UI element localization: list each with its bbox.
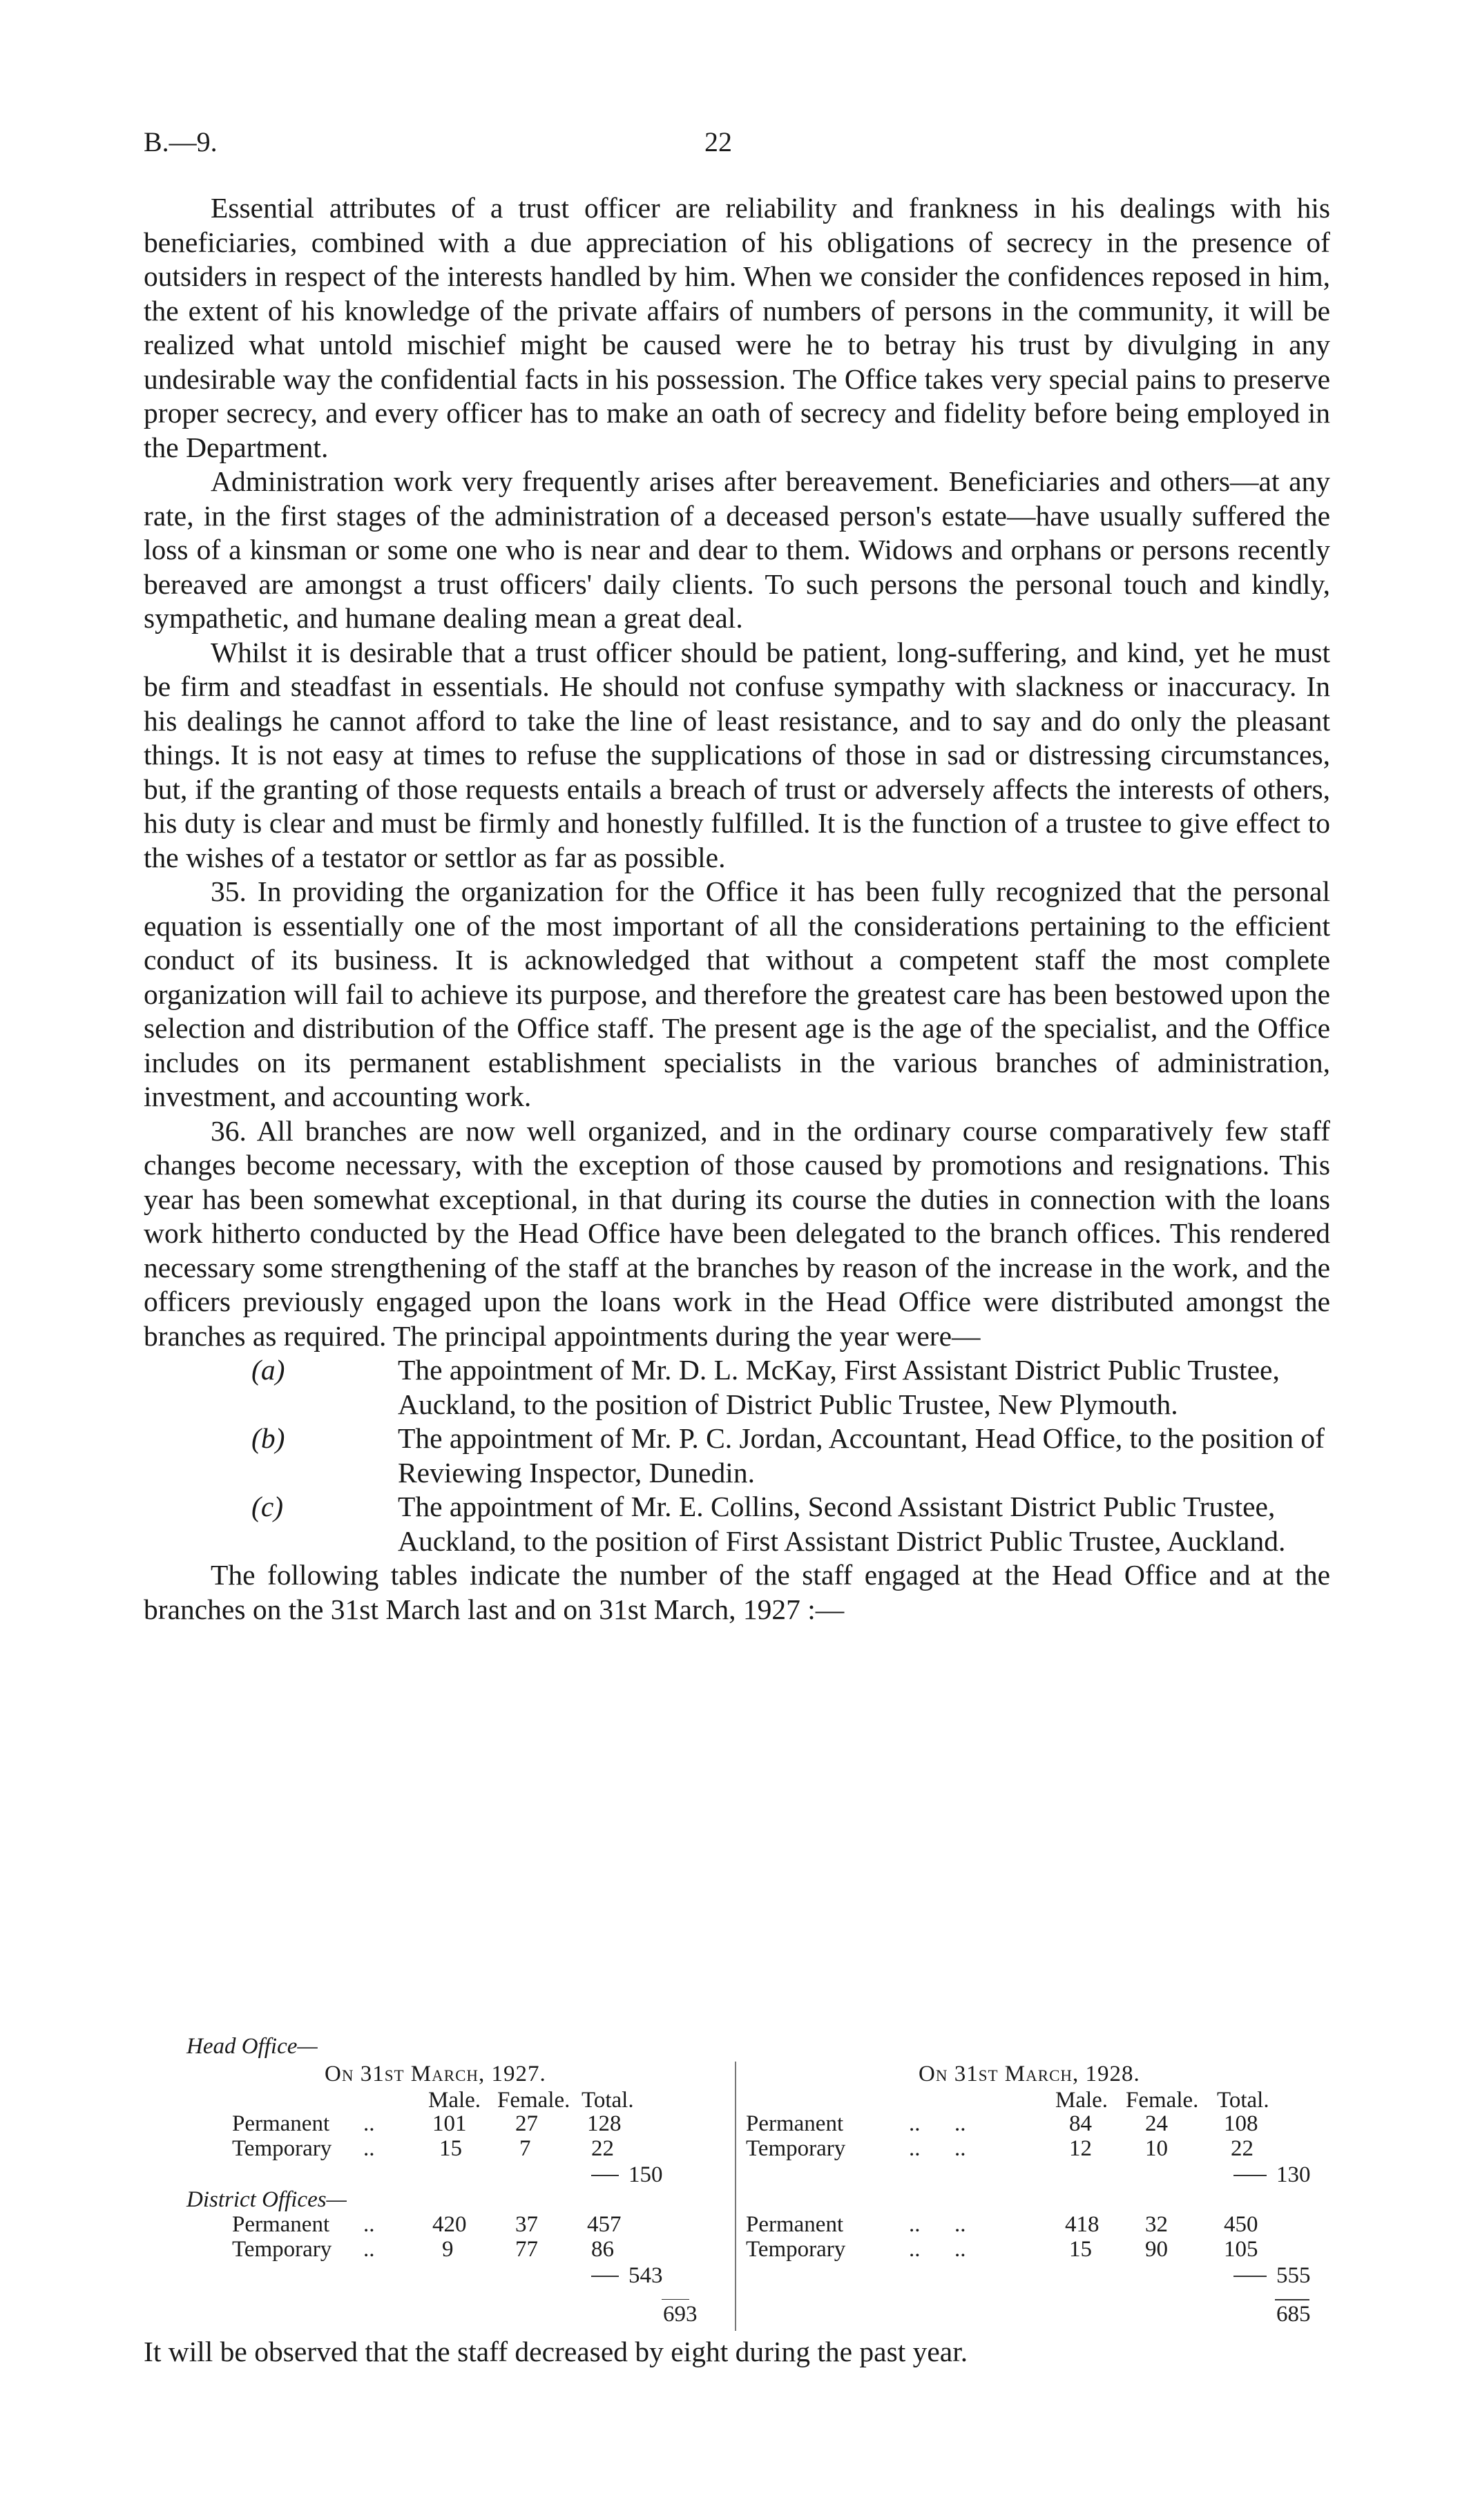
cell-female: 37	[515, 2212, 538, 2237]
row-label: Temporary	[746, 2136, 846, 2161]
cell-total: 108	[1224, 2111, 1258, 2136]
cell-total: 457	[587, 2212, 622, 2237]
appointment-label: (a)	[251, 1354, 285, 1386]
subtotal-rule	[1233, 2175, 1267, 2176]
total-rule	[1275, 2299, 1309, 2300]
total-rule	[662, 2299, 689, 2300]
row-label: Permanent	[232, 2212, 330, 2237]
col-total-right: Total.	[1217, 2088, 1269, 2113]
cell-total: 128	[587, 2111, 622, 2136]
cell-total: 22	[1231, 2136, 1254, 2161]
row-dots: ..	[363, 2212, 375, 2237]
cell-male: 101	[432, 2111, 467, 2136]
cell-male: 420	[432, 2212, 467, 2237]
cell-female: 7	[519, 2136, 531, 2161]
col-male-left: Male.	[428, 2088, 481, 2113]
body-text	[144, 191, 1330, 1627]
col-total-left: Total.	[582, 2088, 634, 2113]
row-dots: .. ..	[909, 2212, 966, 2237]
row-label: Temporary	[232, 2237, 332, 2262]
row-dots: .. ..	[909, 2237, 966, 2262]
paragraph-trust-officer-attributes: Essential attributes of a trust officer are reliability and frankness in his dealings with his beneficiaries, combined with a due appreciation of his obligations of secrecy in the presence of outsiders in respect of the interests handled by him. When we consider the confidences reposed in him, the extent of his knowledge of the private affairs of numbers of persons in the community, it will be realized what untold mischief might be caused were he to betray his trust by divulging in any undesirable way the confidential facts in his possession. The Office takes very special pains to preserve proper secrecy, and every officer has to make an oath of secrecy and fidelity before being employed in the Department.	[144, 192, 1330, 463]
row-dots: ..	[363, 2111, 375, 2136]
cell-male: 12	[1069, 2136, 1092, 2161]
cell-total: 105	[1224, 2237, 1258, 2262]
col-female-right: Female.	[1126, 2088, 1199, 2113]
cell-female: 77	[515, 2237, 538, 2262]
row-label: Temporary	[232, 2136, 332, 2161]
document-reference: B.—9.	[144, 126, 218, 157]
table-divider	[735, 2062, 736, 2331]
head-office-label: Head Office—	[186, 2034, 318, 2059]
cell-male: 9	[442, 2237, 454, 2262]
subtotal-rule	[1233, 2276, 1267, 2277]
cell-female: 90	[1145, 2237, 1168, 2262]
cell-female: 10	[1145, 2136, 1168, 2161]
appointment-label: (b)	[251, 1422, 285, 1454]
page-number: 22	[704, 126, 732, 157]
row-label: Permanent	[232, 2111, 330, 2136]
appointment-text: The appointment of Mr. E. Collins, Second Assistant District Public Trustee, Auckland, to the position of First Assistant District Public Trustee, Auckland.	[398, 1491, 1286, 1557]
appointment-label: (c)	[251, 1491, 284, 1522]
subtotal-rule	[591, 2276, 619, 2277]
appointment-item	[251, 1353, 1330, 1422]
paragraph-36: 36. All branches are now well organized, and in the ordinary course comparatively few staff changes become necessary, with the exception of those caused by promotions and resignations. This year has been somewhat exceptional, in that during its course the duties in connection with the loans work hitherto conducted by the Head Office have been delegated to the branch offices. This rendered necessary some strengthening of the staff at the branches by reason of the increase in the work, and the officers previously engaged upon the loans work in the Head Office were distributed amongst the branches as required. The principal appointments during the year were—	[144, 1114, 1330, 1352]
appointments-list	[144, 1353, 1330, 1558]
paragraph-bereavement: Administration work very frequently arises after bereavement. Beneficiaries and others—at any rate, in the first stages of the administration of a deceased person's estate—have usually suffered the loss of a kinsman or some one who is near and dear to them. Widows and orphans or persons recently bereaved are amongst a trust officers' daily clients. To such persons the personal touch and kindly, sympathetic, and humane dealing mean a great deal.	[144, 465, 1330, 634]
tables-intro: The following tables indicate the number of the staff engaged at the Head Office and at the branches on the 31st March last and on 31st March, 1927 :—	[144, 1559, 1330, 1625]
row-label: Temporary	[746, 2237, 846, 2262]
grand-total: 685	[1276, 2302, 1311, 2327]
district-offices-label: District Offices—	[186, 2187, 347, 2212]
row-dots: .. ..	[909, 2136, 966, 2161]
cell-total: 22	[591, 2136, 614, 2161]
subtotal-rule	[591, 2175, 619, 2176]
cell-male: 15	[1069, 2237, 1092, 2262]
row-dots: ..	[363, 2237, 375, 2262]
appointment-item	[251, 1490, 1330, 1558]
cell-total: 86	[591, 2237, 614, 2262]
subtotal-value: 130	[1276, 2162, 1311, 2187]
paragraph-35: 35. In providing the organization for the Office it has been fully recognized that the personal equation is essentially one of the most important of all the considerations pertaining to the efficient conduct of its business. It is acknowledged that without a competent staff the most complete organization will fail to achieve its purpose, and therefore the greatest care has been bestowed upon the selection and distribution of the Office staff. The present age is the age of the specialist, and the Office includes on its permanent establishment specialists in the various branches of administration, investment, and accounting work.	[144, 875, 1330, 1112]
appointment-item	[251, 1422, 1330, 1490]
appointment-text: The appointment of Mr. P. C. Jordan, Accountant, Head Office, to the position of Reviewing Inspector, Dunedin.	[398, 1422, 1325, 1489]
cell-female: 32	[1145, 2212, 1168, 2237]
grand-total: 693	[663, 2302, 698, 2327]
cell-male: 15	[439, 2136, 462, 2161]
subtotal-value: 543	[628, 2263, 663, 2288]
paragraph-firmness: Whilst it is desirable that a trust officer should be patient, long-suffering, and kind, yet he must be firm and steadfast in essentials. He should not confuse sympathy with slackness or inaccuracy. In his dealings he cannot afford to take the line of least resistance, and to say and do only the pleasant things. It is not easy at times to refuse the supplications of those in sad or distressing circumstances, but, if the granting of those requests entails a breach of trust or adversely affects the interests of others, his duty is clear and must be firmly and honestly fulfilled. It is the function of a trustee to give effect to the wishes of a testator or settlor as far as possible.	[144, 636, 1330, 873]
cell-female: 24	[1145, 2111, 1168, 2136]
left-table-title: On 31st March, 1927.	[325, 2062, 546, 2086]
row-label: Permanent	[746, 2212, 844, 2237]
cell-male: 84	[1069, 2111, 1092, 2136]
row-dots: .. ..	[909, 2111, 966, 2136]
cell-total: 450	[1224, 2212, 1258, 2237]
col-male-right: Male.	[1055, 2088, 1108, 2113]
cell-male: 418	[1065, 2212, 1099, 2237]
right-table-title: On 31st March, 1928.	[919, 2062, 1140, 2086]
row-dots: ..	[363, 2136, 375, 2161]
subtotal-value: 555	[1276, 2263, 1311, 2288]
subtotal-value: 150	[628, 2162, 663, 2187]
cell-female: 27	[515, 2111, 538, 2136]
appointment-text: The appointment of Mr. D. L. McKay, First Assistant District Public Trustee, Auckland, to the position of District Public Trustee, New Plymouth.	[398, 1354, 1280, 1420]
closing-sentence: It will be observed that the staff decreased by eight during the past year.	[144, 2336, 968, 2367]
col-female-left: Female.	[497, 2088, 570, 2113]
row-label: Permanent	[746, 2111, 844, 2136]
